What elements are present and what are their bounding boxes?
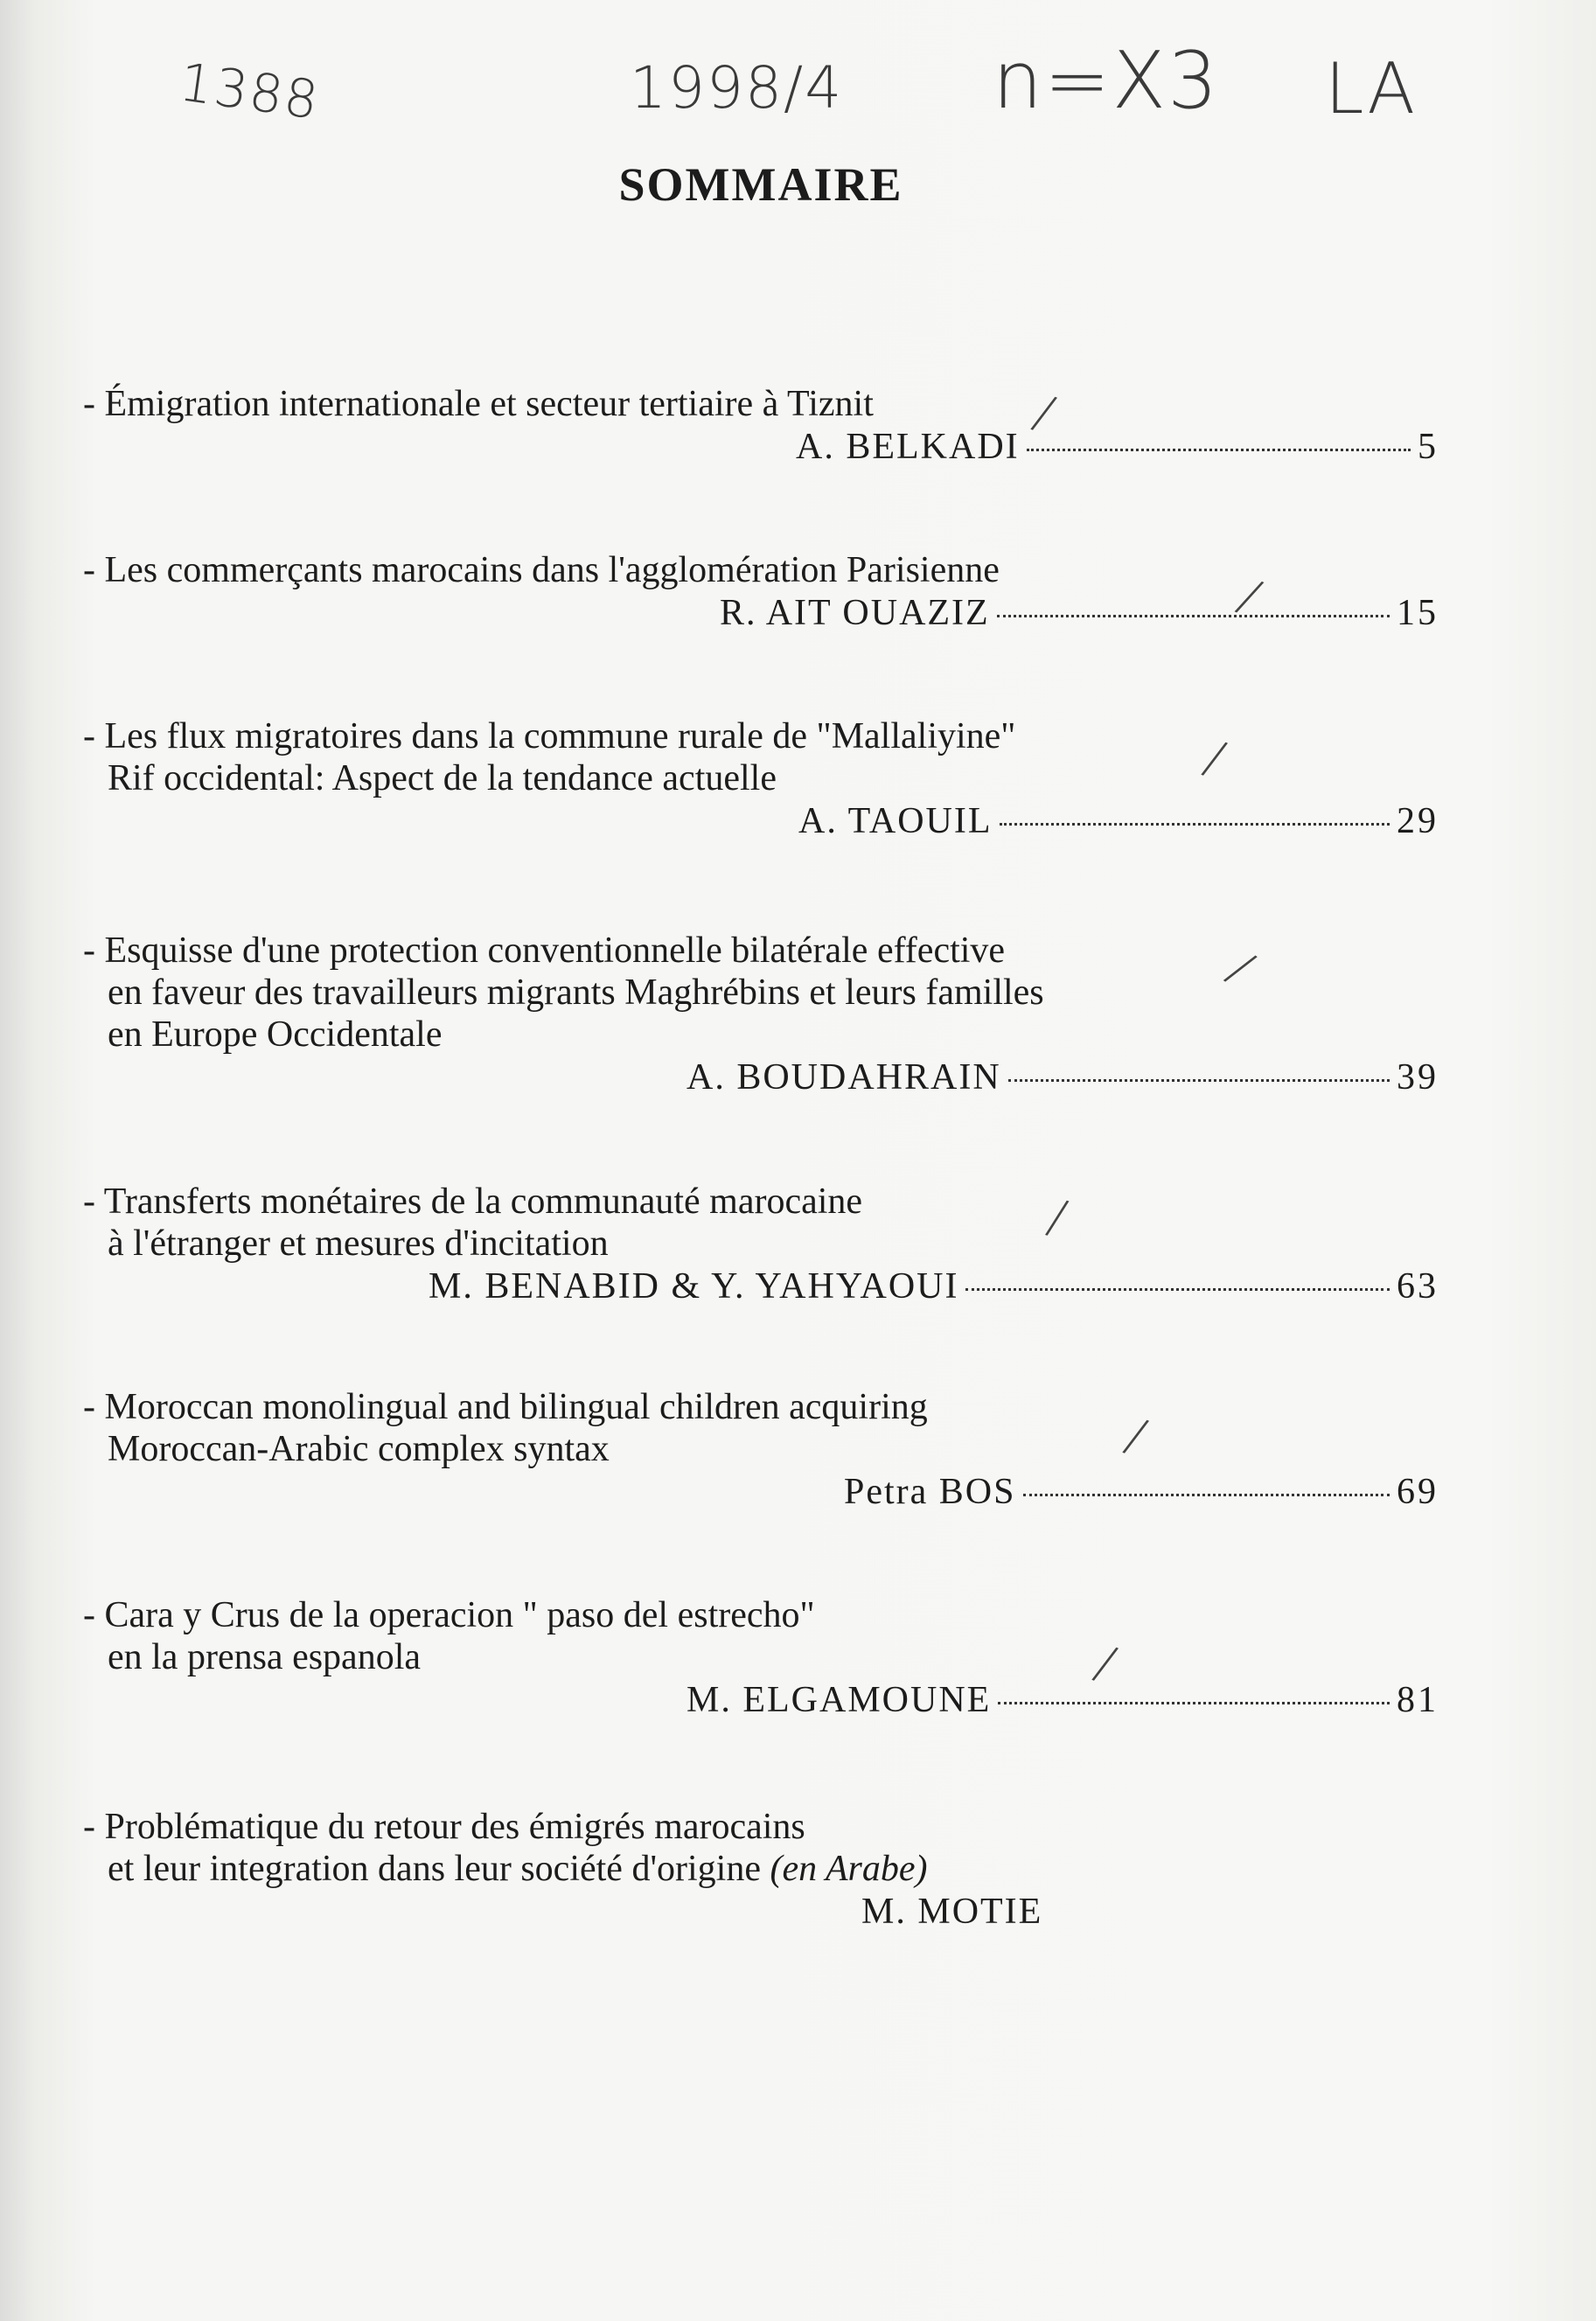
entry-author: A. BOUDAHRAIN (686, 1057, 1001, 1098)
entry-author-row (83, 799, 1439, 843)
entry-title-line: à l'étranger et mesures d'incitation (108, 1223, 609, 1264)
entry-author-row (83, 425, 1439, 469)
entry-title-line: en faveur des travailleurs migrants Maghrébins et leurs familles (108, 972, 1044, 1013)
toc-entry (83, 1386, 1439, 1514)
check-mark-icon: / (1197, 728, 1232, 787)
dot-leader (1027, 449, 1411, 451)
toc-entry (83, 383, 1439, 469)
check-mark-icon: / (1218, 940, 1264, 995)
dot-leader (998, 1702, 1390, 1704)
entry-author: M. MOTIE (861, 1892, 1043, 1932)
entry-title-line: - Moroccan monolingual and bilingual children acquiring (83, 1387, 928, 1427)
dot-leader (1023, 1494, 1390, 1496)
entry-author: Petra BOS (844, 1472, 1016, 1512)
entry-language-note: (en Arabe) (770, 1849, 928, 1889)
entry-page-number: 81 (1397, 1680, 1439, 1720)
entry-author-row (83, 1678, 1439, 1722)
entry-page-number: 29 (1397, 801, 1439, 841)
toc-entry (83, 1806, 1439, 1934)
toc-entry (83, 930, 1439, 1099)
entry-author: M. ELGAMOUNE (686, 1680, 992, 1720)
entry-page-number: 39 (1397, 1057, 1439, 1098)
toc-entry (83, 1181, 1439, 1308)
dot-leader (1008, 1079, 1390, 1082)
entry-page-number: 5 (1418, 427, 1439, 467)
entry-page-number: 15 (1397, 593, 1439, 633)
entry-author: A. TAOUIL (798, 801, 993, 841)
handwritten-note-4: LA (1325, 48, 1418, 129)
entry-title-line: en Europe Occidentale (108, 1014, 443, 1055)
entry-title-line (83, 1848, 1439, 1890)
entry-title-text: et leur integration dans leur société d'origine (108, 1849, 761, 1889)
toc-entry (83, 715, 1439, 843)
dot-leader (1000, 823, 1390, 826)
entry-title-line: Moroccan-Arabic complex syntax (108, 1429, 610, 1469)
entry-author-row (83, 1265, 1439, 1308)
entry-title-line: en la prensa espanola (108, 1637, 422, 1677)
entry-author: M. BENABID & Y. YAHYAOUI (429, 1266, 959, 1307)
dot-leader (965, 1288, 1390, 1291)
check-mark-icon: / (1230, 568, 1269, 624)
toc-entry (83, 549, 1439, 635)
entry-page-number: 63 (1397, 1266, 1439, 1307)
handwritten-note-1: 1388 (175, 52, 324, 132)
entry-author-row (83, 1470, 1439, 1514)
entry-title-line: - Problématique du retour des émigrés marocains (83, 1807, 805, 1847)
check-mark-icon: / (1027, 383, 1062, 442)
entry-title-line: - Cara y Crus de la operacion " paso del estrecho" (83, 1595, 815, 1635)
entry-author: A. BELKADI (796, 427, 1020, 467)
check-mark-icon: / (1119, 1406, 1153, 1465)
entry-author-row (83, 1890, 1439, 1934)
entry-title-line: - Esquisse d'une protection conventionnelle bilatérale effective (83, 930, 1006, 971)
check-mark-icon: / (1088, 1634, 1123, 1692)
toc-entry (83, 1594, 1439, 1722)
entry-page-number: 69 (1397, 1472, 1439, 1512)
handwritten-note-2: 1998/4 (630, 54, 844, 122)
handwritten-note-3: n=X3 (993, 35, 1220, 127)
page-title: SOMMAIRE (618, 158, 903, 211)
entry-title-line: - Les commerçants marocains dans l'agglomération Parisienne (83, 550, 1000, 590)
check-mark-icon: / (1042, 1188, 1073, 1246)
entry-title-line: - Émigration internationale et secteur tertiaire à Tiznit (83, 384, 874, 424)
entry-author: R. AIT OUAZIZ (720, 593, 990, 633)
entry-title-line: - Les flux migratoires dans la commune rurale de "Mallaliyine" (83, 716, 1016, 756)
entry-title-line: - Transferts monétaires de la communauté marocaine (83, 1181, 863, 1222)
entry-title-line: Rif occidental: Aspect de la tendance actuelle (108, 758, 777, 798)
dot-leader (997, 615, 1390, 617)
entry-author-row (83, 1056, 1439, 1099)
